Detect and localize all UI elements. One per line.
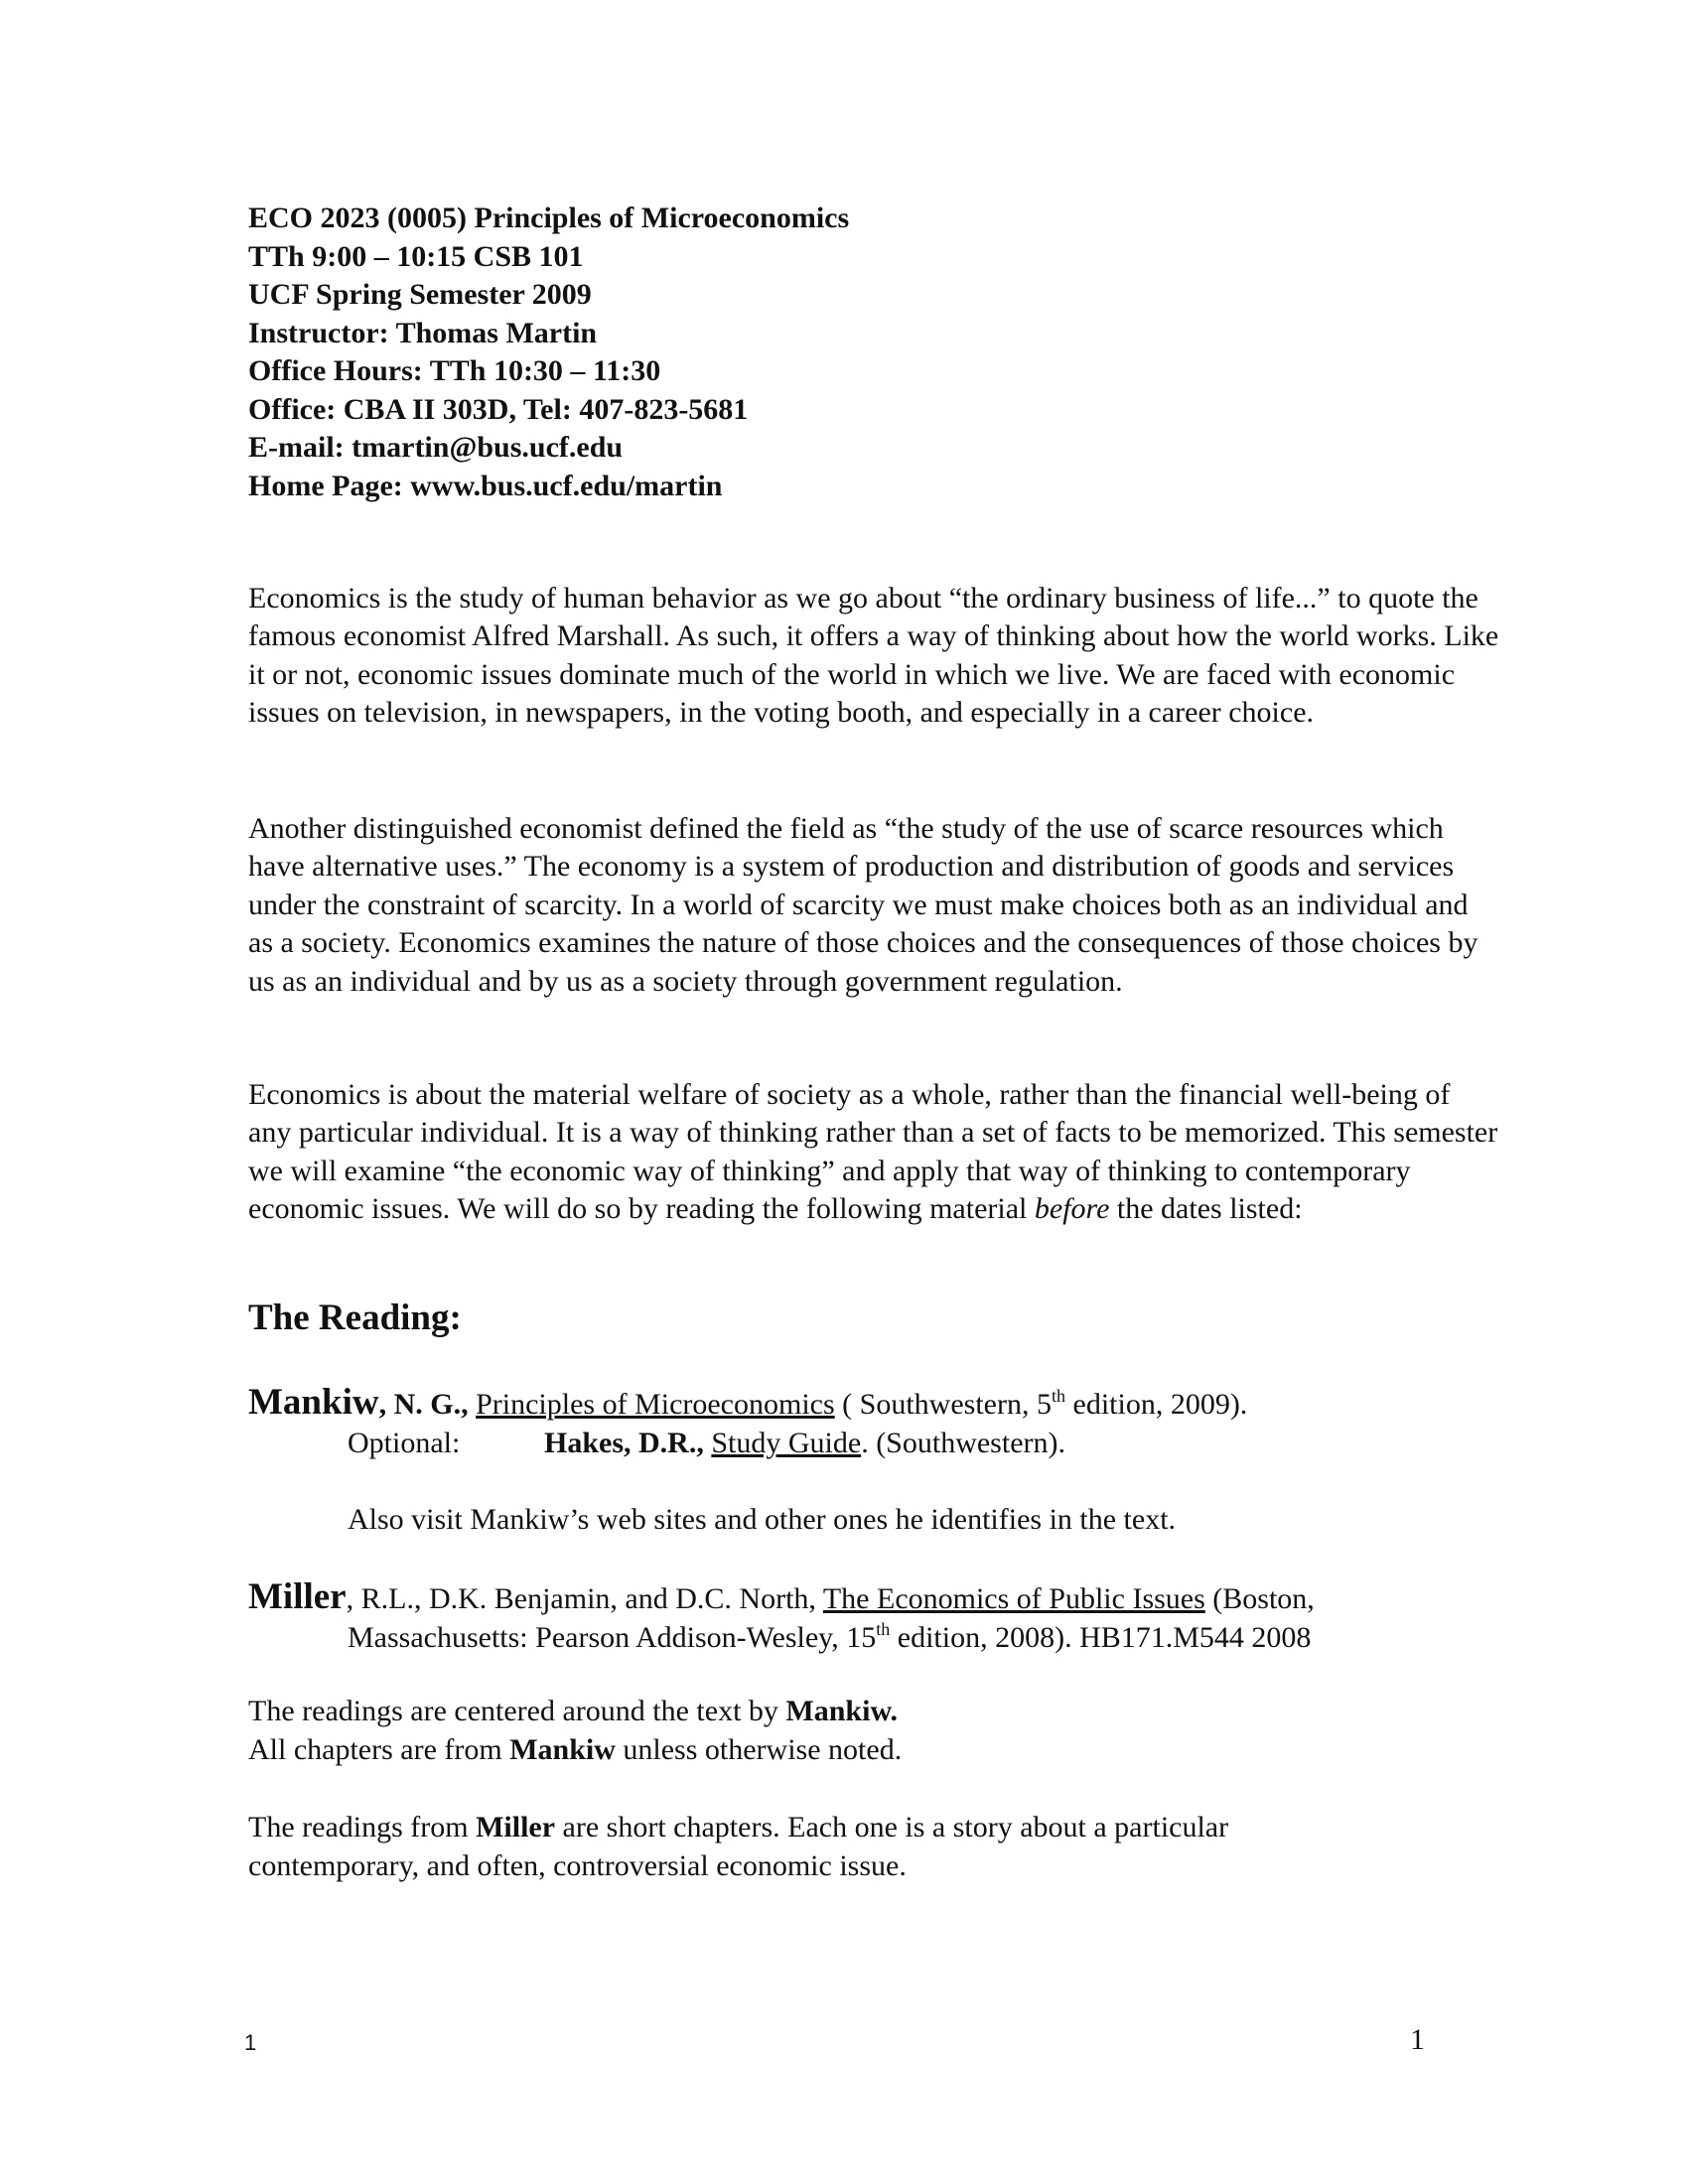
note-centered-mankiw: The readings are centered around the text by Mankiw. [248,1695,898,1727]
page-number-right: 1 [1410,2023,1425,2056]
miller-author: Miller [248,1576,347,1617]
miller-citation: Miller, R.L., D.K. Benjamin, and D.C. North, The Economics of Public Issues (Boston, [248,1576,1315,1617]
mankiw-citation: Mankiw, N. G., Principles of Microeconomics ( Southwestern, 5th edition, 2009). [248,1382,1248,1423]
course-semester: UCF Spring Semester 2009 [248,278,592,311]
note-miller-line1: The readings from Miller are short chapters. Each one is a story about a particular [248,1811,1229,1843]
optional-reading: Optional: Hakes, D.R., Study Guide. (Southwestern). [248,1424,1539,1462]
reference-miller [248,1577,1539,1657]
mankiw-web-note: Also visit Mankiw’s web sites and other ones he identifies in the text. [348,1503,1177,1536]
course-schedule: TTh 9:00 – 10:15 CSB 101 [248,239,584,273]
intro-paragraph-2: Another distinguished economist defined the field as “the study of the use of scarce resources which have alternative uses.” The economy is a system of production and distribution of goods and services under the constraint of scarcity. In a world of scarcity we must make choices both as an individual and as a society. Economics examines the nature of those choices and the consequences of those choices by us as an individual and by us as a society through government regulation. [248,812,1478,998]
home-page-line: Home Page: www.bus.ucf.edu/martin [248,469,723,502]
course-header [248,200,1499,505]
reference-mankiw [248,1383,1539,1462]
section-title-reading: The Reading: [248,1297,462,1338]
emphasis-before: before [1034,1192,1110,1226]
note-chapters-mankiw: All chapters are from Mankiw unless otherwise noted. [248,1732,903,1766]
office-line: Office: CBA II 303D, Tel: 407-823-5681 [248,392,749,426]
miller-book-title: The Economics of Public Issues [822,1582,1205,1615]
hakes-author: Hakes, D.R., [544,1427,704,1459]
study-guide-title: Study Guide [711,1427,862,1459]
intro-paragraph-3: Economics is about the material welfare of society as a whole, rather than the financial well-being of any particular individual. It is a way of thinking rather than a set of facts to be memorized. This semester we will examine “the economic way of thinking” and apply that way of thinking to contemporary economic issues. We will do so by reading the following material before the dates listed: [248,1078,1498,1226]
note-miller-line2: contemporary, and often, controversial economic issue. [248,1848,907,1882]
reading-notes [248,1693,902,1769]
instructor-line: Instructor: Thomas Martin [248,316,598,349]
mankiw-book-title: Principles of Microeconomics [476,1388,835,1421]
page-number-left: 1 [244,2030,257,2055]
miller-notes [248,1809,1228,1885]
office-hours-line: Office Hours: TTh 10:30 – 11:30 [248,354,661,387]
mankiw-author: Mankiw [248,1382,379,1423]
optional-label: Optional: [348,1427,461,1459]
email-line: E-mail: tmartin@bus.ucf.edu [248,431,624,464]
intro-paragraph-1: Economics is the study of human behavior as we go about “the ordinary business of life...” to quote the famous economist Alfred Marshall. As such, it offers a way of thinking about how the world works. Like it or not, economic issues dominate much of the world in which we live. We are faced with economic issues on television, in newspapers, in the voting booth, and especially in a career choice. [248,582,1499,730]
miller-citation-cont: Massachusetts: Pearson Addison-Wesley, 15th edition, 2008). HB171.M544 2008 [348,1619,1312,1654]
course-title: ECO 2023 (0005) Principles of Microeconomics [248,202,850,234]
